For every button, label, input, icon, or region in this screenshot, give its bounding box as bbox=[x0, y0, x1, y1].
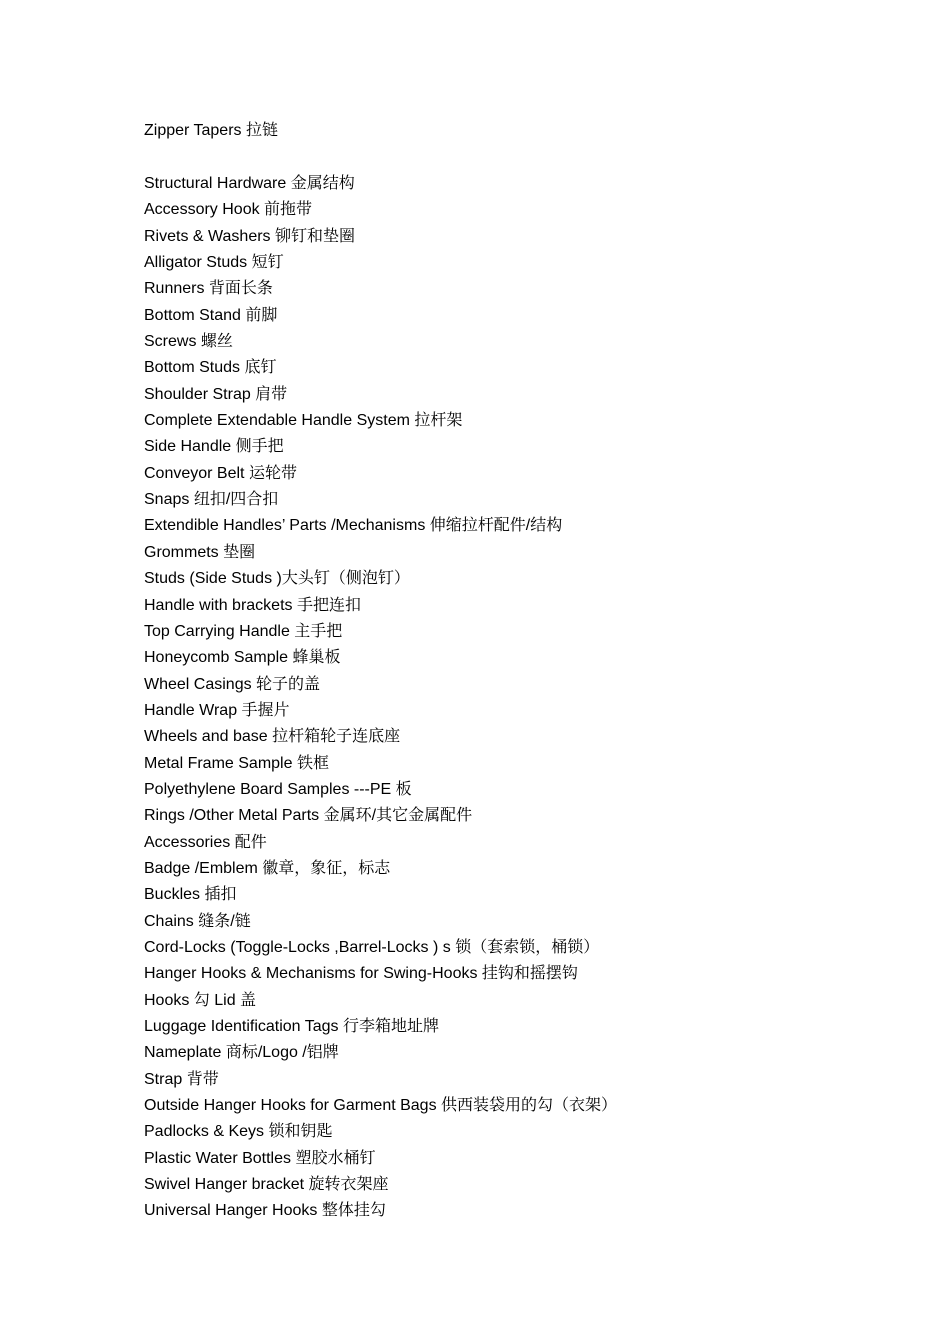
list-item: Accessories 配件 bbox=[144, 833, 267, 851]
list-item: Badge /Emblem 徽章，象征，标志 bbox=[144, 859, 391, 877]
list-item: Hooks 勾 Lid 盖 bbox=[144, 991, 257, 1009]
list-item: Cord-Locks (Toggle-Locks ,Barrel-Locks ) s 锁（套索锁，桶锁） bbox=[144, 938, 600, 956]
list-item: Bottom Studs 底钉 bbox=[144, 359, 277, 377]
list-item: Buckles 插扣 bbox=[144, 886, 237, 904]
list-item: Complete Extendable Handle System 拉杆架 bbox=[144, 412, 463, 430]
list-item: Studs (Side Studs )大头钉（侧泡钉） bbox=[144, 570, 410, 588]
list-item: Conveyor Belt 运轮带 bbox=[144, 464, 297, 482]
list-item: Polyethylene Board Samples ---PE 板 bbox=[144, 780, 412, 798]
list-item: Padlocks & Keys 锁和钥匙 bbox=[144, 1123, 333, 1141]
list-item: Honeycomb Sample 蜂巢板 bbox=[144, 649, 341, 667]
term-list bbox=[144, 171, 617, 1225]
list-item: Bottom Stand 前脚 bbox=[144, 306, 278, 324]
list-item: Handle Wrap 手握片 bbox=[144, 701, 290, 719]
list-item: Rivets & Washers 铆钉和垫圈 bbox=[144, 227, 355, 245]
list-item: Nameplate 商标/Logo /铝牌 bbox=[144, 1044, 339, 1062]
list-item: Screws 螺丝 bbox=[144, 333, 233, 351]
list-item: Accessory Hook 前拖带 bbox=[144, 201, 313, 219]
list-item: Hanger Hooks & Mechanisms for Swing-Hooks 挂钩和摇摆钩 bbox=[144, 965, 578, 983]
list-item: Rings /Other Metal Parts 金属环/其它金属配件 bbox=[144, 807, 473, 825]
page-heading: Zipper Tapers 拉链 bbox=[144, 122, 278, 139]
list-item: Metal Frame Sample 铁框 bbox=[144, 754, 329, 772]
list-item: Extendible Handles’ Parts /Mechanisms 伸缩拉杆配件/结构 bbox=[144, 517, 563, 535]
list-item: Universal Hanger Hooks 整体挂勾 bbox=[144, 1202, 386, 1220]
list-item: Swivel Hanger bracket 旋转衣架座 bbox=[144, 1176, 389, 1194]
list-item: Handle with brackets 手把连扣 bbox=[144, 596, 361, 614]
list-item: Outside Hanger Hooks for Garment Bags 供西装袋用的勾（衣架） bbox=[144, 1097, 618, 1115]
list-item: Snaps 纽扣/四合扣 bbox=[144, 491, 279, 509]
list-item: Side Handle 侧手把 bbox=[144, 438, 284, 456]
list-item: Grommets 垫圈 bbox=[144, 543, 256, 561]
list-item: Structural Hardware 金属结构 bbox=[144, 175, 355, 192]
list-item: Shoulder Strap 肩带 bbox=[144, 385, 288, 403]
list-item: Alligator Studs 短钉 bbox=[144, 254, 284, 272]
list-item: Top Carrying Handle 主手把 bbox=[144, 622, 343, 640]
list-item: Plastic Water Bottles 塑胶水桶钉 bbox=[144, 1149, 376, 1167]
list-item: Luggage Identification Tags 行李箱地址牌 bbox=[144, 1018, 439, 1035]
list-item: Wheels and base 拉杆箱轮子连底座 bbox=[144, 728, 401, 746]
list-item: Chains 缝条/链 bbox=[144, 912, 251, 930]
list-item: Strap 背带 bbox=[144, 1070, 219, 1088]
list-item: Wheel Casings 轮子的盖 bbox=[144, 675, 321, 693]
list-item: Runners 背面长条 bbox=[144, 280, 273, 298]
